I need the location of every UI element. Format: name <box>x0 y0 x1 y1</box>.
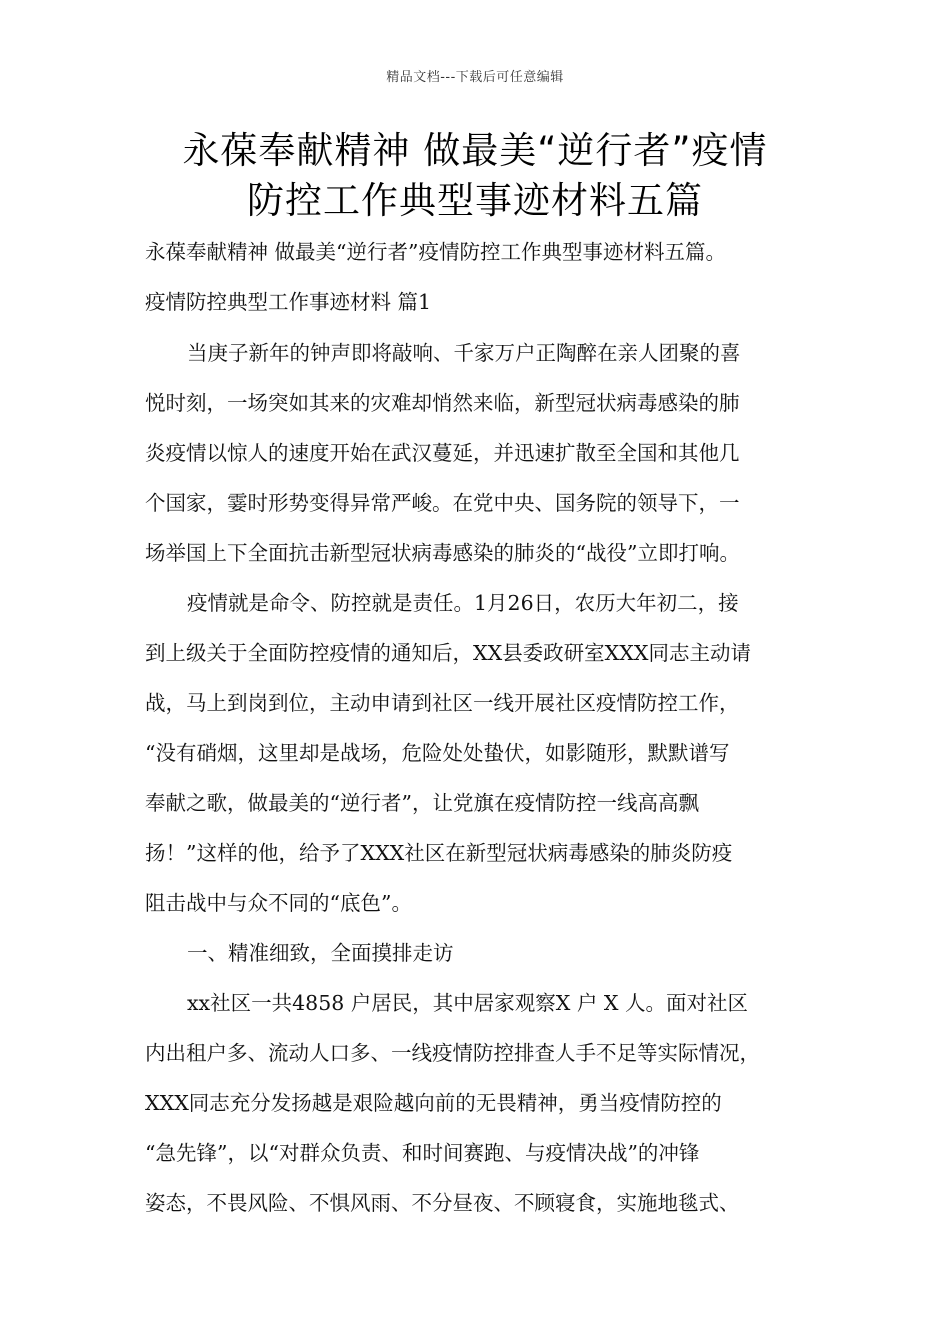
paragraph-line: “没有硝烟，这里却是战场，危险处处蛰伏，如影随形，默默谱写 <box>145 741 730 765</box>
paragraph-line: “急先锋”，以“对群众负责、和时间赛跑、与疫情决战”的冲锋 <box>145 1141 700 1165</box>
paragraph-line: 个国家，霎时形势变得异常严峻。在党中央、国务院的领导下，一 <box>145 491 740 515</box>
title-line-1: 永葆奉献精神 做最美“逆行者”疫情 <box>182 129 768 172</box>
paragraph-line: XXX同志充分发扬越是艰险越向前的无畏精神，勇当疫情防控的 <box>145 1091 722 1115</box>
subtitle-line: 永葆奉献精神 做最美“逆行者”疫情防控工作典型事迹材料五篇。 <box>145 240 726 264</box>
paragraph-line: 战，马上到岗到位，主动申请到社区一线开展社区疫情防控工作， <box>145 691 740 715</box>
paragraph-line: 悦时刻，一场突如其来的灾难却悄然来临，新型冠状病毒感染的肺 <box>145 391 740 415</box>
paragraph-line: 炎疫情以惊人的速度开始在武汉蔓延，并迅速扩散至全国和其他几 <box>145 441 740 465</box>
section-heading: 疫情防控典型工作事迹材料 篇1 <box>145 290 432 314</box>
paragraph-line: 姿态，不畏风险、不惧风雨、不分昼夜、不顾寝食，实施地毯式、 <box>145 1191 740 1215</box>
paragraph-line: 疫情就是命令、防控就是责任。1月26日，农历大年初二，接 <box>187 591 739 615</box>
paragraph-line: 扬！”这样的他，给予了XXX社区在新型冠状病毒感染的肺炎防疫 <box>145 841 733 865</box>
paragraph-line: 场举国上下全面抗击新型冠状病毒感染的肺炎的“战役”立即打响。 <box>145 541 740 565</box>
title-line-2: 防控工作典型事迹材料五篇 <box>247 179 703 222</box>
header-note: 精品文档---下载后可任意编辑 <box>386 70 564 85</box>
paragraph-line: 奉献之歌，做最美的“逆行者”，让党旗在疫情防控一线高高飘 <box>145 791 699 815</box>
paragraph-line: 到上级关于全面防控疫情的通知后，XX县委政研室XXX同志主动请 <box>145 641 751 665</box>
paragraph-line: 阻击战中与众不同的“底色”。 <box>145 891 412 915</box>
section-heading: 一、精准细致，全面摸排走访 <box>187 941 454 965</box>
paragraph-line: xx社区一共4858 户居民，其中居家观察X 户 X 人。面对社区 <box>187 991 749 1015</box>
paragraph-line: 内出租户多、流动人口多、一线疫情防控排查人手不足等实际情况， <box>145 1041 760 1065</box>
paragraph-line: 当庚子新年的钟声即将敲响、千家万户正陶醉在亲人团聚的喜 <box>187 341 741 365</box>
document-title <box>140 126 810 226</box>
